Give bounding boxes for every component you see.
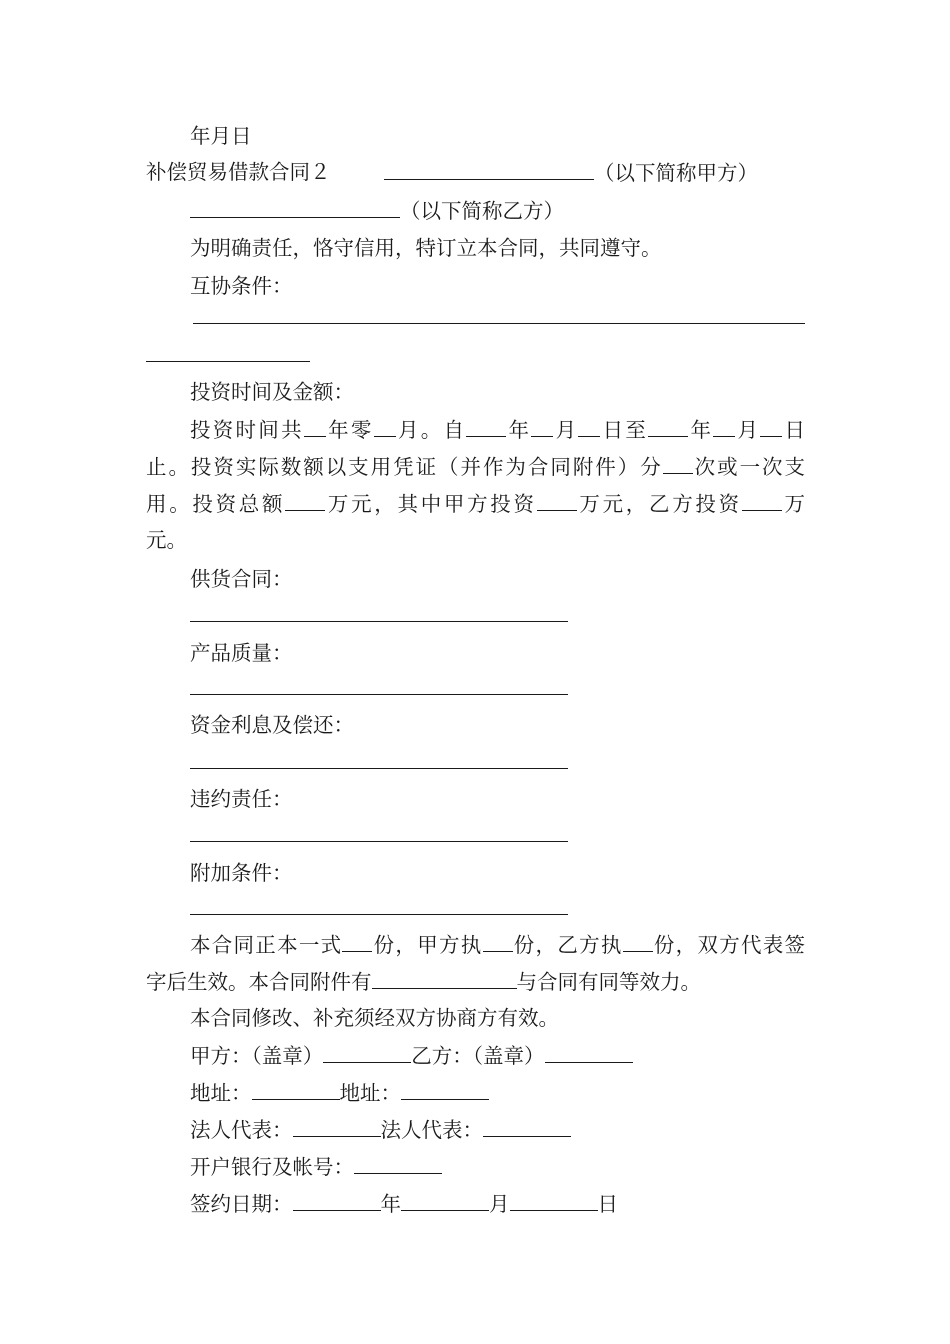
inv-text: 万元，其中甲方投资 — [325, 492, 537, 516]
copies-party-a-blank — [483, 931, 513, 952]
copies-text: 份，双方代表签 — [652, 933, 806, 957]
investment-heading-text: 投资时间及金额： — [190, 380, 354, 404]
party-a-line — [384, 159, 758, 186]
inv-text: 止。投资实际数额以支用凭证（并作为合同附件）分 — [146, 455, 663, 479]
inv-months-blank — [374, 416, 396, 437]
party-a-note: （以下简称甲方） — [594, 161, 758, 185]
breach-label: 违约责任： — [190, 787, 293, 811]
investment-line-4 — [146, 527, 187, 553]
party-b-line — [190, 197, 564, 224]
quality-label: 产品质量： — [190, 641, 293, 665]
interest-blank — [190, 768, 568, 769]
breach-blank — [190, 841, 568, 842]
breach-heading — [190, 786, 293, 812]
copies-total-blank — [342, 931, 372, 952]
bank-line — [190, 1153, 442, 1180]
legal-rep-line — [190, 1116, 571, 1143]
inv-text: 投资时间共 — [190, 418, 304, 442]
amendment-text: 本合同修改、补充须经双方协商方有效。 — [190, 1006, 559, 1030]
address-a-blank — [252, 1079, 340, 1100]
inv-years-blank — [304, 416, 326, 437]
legal-rep-b-blank — [483, 1116, 571, 1137]
interest-label: 资金利息及偿还： — [190, 713, 354, 737]
attachments-blank — [372, 968, 517, 989]
supply-blank — [190, 621, 568, 622]
title-line — [146, 159, 331, 185]
party-a-seal-blank — [323, 1042, 411, 1063]
party-b-blank — [190, 197, 400, 218]
inv-text: 年零 — [325, 418, 374, 442]
sign-date-line — [190, 1190, 618, 1217]
date-line — [190, 123, 252, 149]
additional-heading — [190, 860, 293, 886]
investment-line-1 — [190, 416, 805, 443]
copies-text: 与合同有同等效力。 — [516, 970, 701, 994]
inv-party-a-blank — [537, 490, 577, 511]
copies-text: 份，乙方执 — [512, 933, 623, 957]
inv-text: 年 — [506, 418, 532, 442]
inv-installments-blank — [663, 453, 693, 474]
address-label-b: 地址： — [339, 1081, 401, 1105]
inv-end-year-blank — [648, 416, 688, 437]
seal-line — [190, 1042, 633, 1069]
sign-month-label: 月 — [489, 1192, 510, 1216]
inv-text: 次或一次支 — [692, 455, 806, 479]
inv-end-month-blank — [713, 416, 735, 437]
party-b-seal-blank — [545, 1042, 633, 1063]
amendment-line — [190, 1005, 559, 1031]
inv-party-b-blank — [742, 490, 782, 511]
address-b-blank — [401, 1079, 489, 1100]
inv-text: 日至 — [600, 418, 649, 442]
bank-label: 开户银行及帐号： — [190, 1155, 354, 1179]
inv-start-month-blank — [531, 416, 553, 437]
inv-start-year-blank — [466, 416, 506, 437]
supply-heading — [190, 566, 293, 592]
party-a-seal-label: 甲方：（盖章） — [190, 1044, 324, 1068]
legal-rep-a-blank — [293, 1116, 381, 1137]
inv-end-day-blank — [760, 416, 782, 437]
address-label-a: 地址： — [190, 1081, 252, 1105]
inv-text: 万元，乙方投资 — [576, 492, 742, 516]
intro-paragraph — [190, 235, 662, 261]
mutual-terms-blank-1 — [193, 323, 805, 324]
investment-line-2 — [146, 453, 805, 480]
inv-text: 日 — [782, 418, 806, 442]
inv-text: 年 — [688, 418, 714, 442]
copies-line-2 — [146, 968, 701, 995]
copies-party-b-blank — [623, 931, 653, 952]
sign-year-label: 年 — [380, 1192, 401, 1216]
additional-label: 附加条件： — [190, 861, 293, 885]
party-a-blank — [384, 159, 594, 180]
sign-day-label: 日 — [597, 1192, 618, 1216]
party-b-note: （以下简称乙方） — [400, 199, 564, 223]
quality-heading — [190, 640, 293, 666]
additional-blank — [190, 914, 568, 915]
copies-text: 份，甲方执 — [372, 933, 483, 957]
copies-line-1 — [190, 931, 805, 958]
inv-text: 用。投资总额 — [146, 492, 286, 516]
sign-date-label: 签约日期： — [190, 1192, 293, 1216]
address-line — [190, 1079, 489, 1106]
legal-rep-label-a: 法人代表： — [190, 1118, 293, 1142]
party-b-seal-label: 乙方：（盖章） — [411, 1044, 545, 1068]
mutual-terms-label: 互协条件： — [190, 274, 293, 298]
sign-year-blank — [293, 1190, 381, 1211]
mutual-terms-heading — [190, 273, 293, 299]
quality-blank — [190, 694, 568, 695]
sign-month-blank — [401, 1190, 489, 1211]
legal-rep-label-b: 法人代表： — [380, 1118, 483, 1142]
bank-blank — [354, 1153, 442, 1174]
inv-text: 月 — [553, 418, 579, 442]
inv-start-day-blank — [578, 416, 600, 437]
investment-line-3 — [146, 490, 805, 517]
inv-total-blank — [285, 490, 325, 511]
copies-text: 字后生效。本合同附件有 — [146, 970, 372, 994]
inv-text: 月 — [735, 418, 761, 442]
supply-label: 供货合同： — [190, 567, 293, 591]
date-text: 年月日 — [190, 124, 252, 148]
mutual-terms-blank-2 — [146, 361, 310, 362]
inv-text: 月。自 — [395, 418, 467, 442]
investment-heading — [190, 379, 354, 405]
sign-day-blank — [510, 1190, 598, 1211]
inv-text: 元。 — [146, 528, 187, 552]
intro-text: 为明确责任，恪守信用，特订立本合同，共同遵守。 — [190, 236, 662, 260]
interest-heading — [190, 712, 354, 738]
contract-title: 补偿贸易借款合同２ — [146, 160, 331, 184]
copies-text: 本合同正本一式 — [190, 933, 343, 957]
inv-text: 万 — [781, 492, 806, 516]
